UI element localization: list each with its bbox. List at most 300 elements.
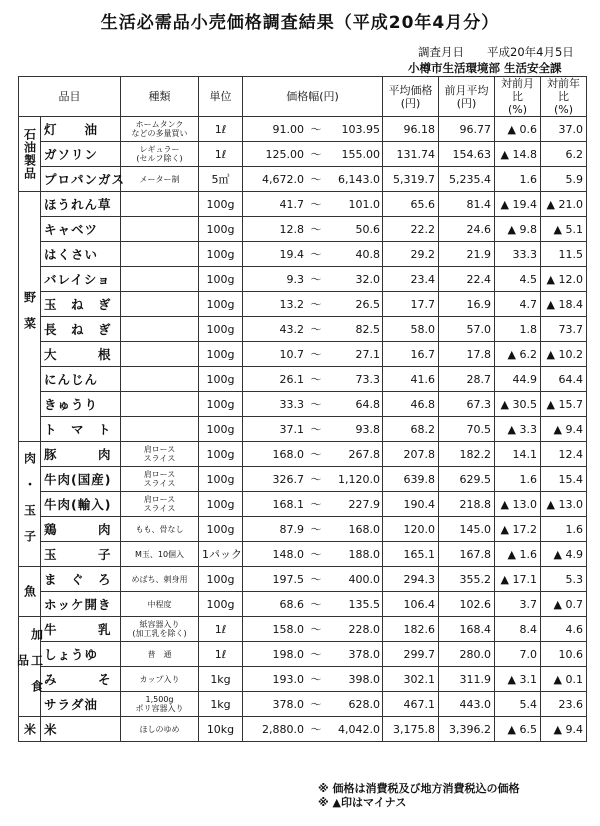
price-range xyxy=(243,417,383,442)
item-unit: 1ℓ xyxy=(199,617,243,642)
item-type xyxy=(121,342,199,367)
header-mom: 対前月比 (%) xyxy=(495,77,541,117)
mom-change: ▲ 17.2 xyxy=(495,517,541,542)
table-row xyxy=(19,192,587,217)
item-type xyxy=(121,292,199,317)
price-low: 193.0 xyxy=(272,673,304,686)
price-high: 103.95 xyxy=(341,123,380,136)
table-row xyxy=(19,242,587,267)
note-tax: ※ 価格は消費税及び地方消費税込の価格 xyxy=(318,782,520,795)
prev-avg-price: 3,396.2 xyxy=(439,717,495,742)
item-unit: 5㎥ xyxy=(199,167,243,192)
header-item: 品目 xyxy=(19,77,121,117)
prev-avg-price: 24.6 xyxy=(439,217,495,242)
item-name: にんじん xyxy=(41,367,121,392)
price-high: 267.8 xyxy=(348,448,380,461)
price-low: 4,672.0 xyxy=(262,173,304,186)
range-separator: ～ xyxy=(310,698,322,711)
range-separator: ～ xyxy=(310,598,322,611)
item-unit: 100g xyxy=(199,317,243,342)
range-separator: ～ xyxy=(310,348,322,361)
yoy-change: 1.6 xyxy=(541,517,587,542)
table-row xyxy=(19,517,587,542)
item-name: ト マ ト xyxy=(41,417,121,442)
table-row xyxy=(19,142,587,167)
price-range xyxy=(243,442,383,467)
price-high: 73.3 xyxy=(355,373,380,386)
range-separator: ～ xyxy=(310,623,322,636)
price-high: 227.9 xyxy=(348,498,380,511)
price-high: 135.5 xyxy=(348,598,380,611)
price-low: 378.0 xyxy=(272,698,304,711)
table-row xyxy=(19,667,587,692)
prev-avg-price: 17.8 xyxy=(439,342,495,367)
price-high: 50.6 xyxy=(355,223,380,236)
range-separator: ～ xyxy=(310,248,322,261)
item-name: 玉 ね ぎ xyxy=(41,292,121,317)
price-high: 93.8 xyxy=(355,423,380,436)
price-range xyxy=(243,667,383,692)
price-high: 228.0 xyxy=(348,623,380,636)
prev-avg-price: 218.8 xyxy=(439,492,495,517)
item-unit: 100g xyxy=(199,242,243,267)
price-high: 155.00 xyxy=(341,148,380,161)
price-high: 168.0 xyxy=(348,523,380,536)
price-low: 19.4 xyxy=(279,248,304,261)
price-high: 628.0 xyxy=(348,698,380,711)
yoy-change: 12.4 xyxy=(541,442,587,467)
note-minus: ※ ▲印はマイナス xyxy=(318,796,407,809)
avg-price: 5,319.7 xyxy=(383,167,439,192)
mom-change: ▲ 14.8 xyxy=(495,142,541,167)
item-type: 普 通 xyxy=(121,642,199,667)
prev-avg-price: 70.5 xyxy=(439,417,495,442)
prev-avg-price: 16.9 xyxy=(439,292,495,317)
price-range xyxy=(243,142,383,167)
price-high: 64.8 xyxy=(355,398,380,411)
price-high: 32.0 xyxy=(355,273,380,286)
price-range xyxy=(243,117,383,142)
range-separator: ～ xyxy=(310,473,322,486)
price-low: 12.8 xyxy=(279,223,304,236)
price-range xyxy=(243,642,383,667)
price-high: 1,120.0 xyxy=(338,473,380,486)
item-unit: 100g xyxy=(199,417,243,442)
mom-change: 44.9 xyxy=(495,367,541,392)
item-name: 玉 子 xyxy=(41,542,121,567)
range-separator: ～ xyxy=(310,123,322,136)
item-type: もも、骨なし xyxy=(121,517,199,542)
table-row xyxy=(19,217,587,242)
price-low: 125.00 xyxy=(265,148,304,161)
item-type: ホームタンク などの多量買い xyxy=(121,117,199,142)
mom-change: 8.4 xyxy=(495,617,541,642)
table-row xyxy=(19,717,587,742)
table-row xyxy=(19,292,587,317)
yoy-change: 10.6 xyxy=(541,642,587,667)
department: 小樽市生活環境部 生活安全課 xyxy=(408,61,562,75)
item-type: ほしのゆめ xyxy=(121,717,199,742)
price-low: 26.1 xyxy=(279,373,304,386)
item-name: はくさい xyxy=(41,242,121,267)
category-label: 肉・玉子 xyxy=(19,442,41,567)
price-range xyxy=(243,492,383,517)
item-type: 1,500g ポリ容器入り xyxy=(121,692,199,717)
price-high: 26.5 xyxy=(355,298,380,311)
prev-avg-price: 21.9 xyxy=(439,242,495,267)
price-range xyxy=(243,517,383,542)
avg-price: 182.6 xyxy=(383,617,439,642)
range-separator: ～ xyxy=(310,173,322,186)
item-unit: 100g xyxy=(199,292,243,317)
item-type xyxy=(121,417,199,442)
category-label: 米 xyxy=(19,717,41,742)
avg-price: 299.7 xyxy=(383,642,439,667)
range-separator: ～ xyxy=(310,648,322,661)
avg-price: 16.7 xyxy=(383,342,439,367)
table-row xyxy=(19,367,587,392)
mom-change: 3.7 xyxy=(495,592,541,617)
table-row xyxy=(19,342,587,367)
category-label: 野菜 xyxy=(19,192,41,442)
item-name: ホッケ開き xyxy=(41,592,121,617)
item-type xyxy=(121,217,199,242)
item-type xyxy=(121,242,199,267)
table-row xyxy=(19,617,587,642)
item-unit: 100g xyxy=(199,567,243,592)
item-type xyxy=(121,317,199,342)
mom-change: 33.3 xyxy=(495,242,541,267)
page-title: 生活必需品小売価格調査結果（平成20年4月分） xyxy=(100,13,500,33)
item-unit: 100g xyxy=(199,592,243,617)
price-low: 2,880.0 xyxy=(262,723,304,736)
range-separator: ～ xyxy=(310,498,322,511)
yoy-change: ▲ 0.7 xyxy=(541,592,587,617)
mom-change: ▲ 6.5 xyxy=(495,717,541,742)
price-range xyxy=(243,267,383,292)
avg-price: 65.6 xyxy=(383,192,439,217)
table-row xyxy=(19,492,587,517)
price-high: 378.0 xyxy=(348,648,380,661)
mom-change: 1.8 xyxy=(495,317,541,342)
table-row xyxy=(19,592,587,617)
item-type: M玉、10個入 xyxy=(121,542,199,567)
range-separator: ～ xyxy=(310,548,322,561)
item-unit: 1パック xyxy=(199,542,243,567)
price-low: 87.9 xyxy=(279,523,304,536)
price-low: 91.00 xyxy=(272,123,304,136)
range-separator: ～ xyxy=(310,423,322,436)
item-name: プロパンガス xyxy=(41,167,121,192)
prev-avg-price: 102.6 xyxy=(439,592,495,617)
price-low: 197.5 xyxy=(272,573,304,586)
price-range xyxy=(243,242,383,267)
price-high: 101.0 xyxy=(348,198,380,211)
price-high: 400.0 xyxy=(348,573,380,586)
item-unit: 100g xyxy=(199,342,243,367)
prev-avg-price: 443.0 xyxy=(439,692,495,717)
item-unit: 1ℓ xyxy=(199,642,243,667)
range-separator: ～ xyxy=(310,148,322,161)
table-row xyxy=(19,542,587,567)
yoy-change: ▲ 15.7 xyxy=(541,392,587,417)
avg-price: 29.2 xyxy=(383,242,439,267)
price-high: 27.1 xyxy=(355,348,380,361)
avg-price: 22.2 xyxy=(383,217,439,242)
avg-price: 294.3 xyxy=(383,567,439,592)
price-table xyxy=(15,76,587,742)
mom-change: ▲ 0.6 xyxy=(495,117,541,142)
item-name: キャベツ xyxy=(41,217,121,242)
price-range xyxy=(243,717,383,742)
item-unit: 100g xyxy=(199,367,243,392)
prev-avg-price: 629.5 xyxy=(439,467,495,492)
prev-avg-price: 22.4 xyxy=(439,267,495,292)
price-low: 168.0 xyxy=(272,448,304,461)
range-separator: ～ xyxy=(310,448,322,461)
item-unit: 100g xyxy=(199,217,243,242)
yoy-change: 23.6 xyxy=(541,692,587,717)
yoy-change: ▲ 4.9 xyxy=(541,542,587,567)
header-prev-avg: 前月平均 (円) xyxy=(439,77,495,117)
mom-change: 4.5 xyxy=(495,267,541,292)
yoy-change: 15.4 xyxy=(541,467,587,492)
prev-avg-price: 311.9 xyxy=(439,667,495,692)
avg-price: 639.8 xyxy=(383,467,439,492)
item-unit: 100g xyxy=(199,467,243,492)
price-range xyxy=(243,217,383,242)
item-unit: 10kg xyxy=(199,717,243,742)
avg-price: 207.8 xyxy=(383,442,439,467)
price-high: 4,042.0 xyxy=(338,723,380,736)
table-row xyxy=(19,417,587,442)
price-range xyxy=(243,192,383,217)
avg-price: 131.74 xyxy=(383,142,439,167)
prev-avg-price: 67.3 xyxy=(439,392,495,417)
range-separator: ～ xyxy=(310,298,322,311)
item-name: 豚 肉 xyxy=(41,442,121,467)
item-name: 鶏 肉 xyxy=(41,517,121,542)
item-unit: 1ℓ xyxy=(199,117,243,142)
mom-change: ▲ 17.1 xyxy=(495,567,541,592)
yoy-change: 64.4 xyxy=(541,367,587,392)
price-high: 6,143.0 xyxy=(338,173,380,186)
price-range xyxy=(243,167,383,192)
prev-avg-price: 5,235.4 xyxy=(439,167,495,192)
price-low: 9.3 xyxy=(286,273,304,286)
avg-price: 190.4 xyxy=(383,492,439,517)
range-separator: ～ xyxy=(310,523,322,536)
item-name: 灯 油 xyxy=(41,117,121,142)
price-low: 168.1 xyxy=(272,498,304,511)
prev-avg-price: 57.0 xyxy=(439,317,495,342)
category-label: 魚 xyxy=(19,567,41,617)
item-type: メーター制 xyxy=(121,167,199,192)
header-yoy: 対前年比 (%) xyxy=(541,77,587,117)
avg-price: 467.1 xyxy=(383,692,439,717)
item-unit: 100g xyxy=(199,442,243,467)
price-range xyxy=(243,567,383,592)
item-name: 牛肉(輸入) xyxy=(41,492,121,517)
table-row xyxy=(19,567,587,592)
avg-price: 46.8 xyxy=(383,392,439,417)
range-separator: ～ xyxy=(310,273,322,286)
table-row xyxy=(19,467,587,492)
header-avg: 平均価格 (円) xyxy=(383,77,439,117)
mom-change: 5.4 xyxy=(495,692,541,717)
item-type: 中程度 xyxy=(121,592,199,617)
mom-change: 1.6 xyxy=(495,467,541,492)
yoy-change: 37.0 xyxy=(541,117,587,142)
item-type: 肩ロース スライス xyxy=(121,467,199,492)
yoy-change: 11.5 xyxy=(541,242,587,267)
yoy-change: ▲ 9.4 xyxy=(541,417,587,442)
range-separator: ～ xyxy=(310,723,322,736)
item-type xyxy=(121,367,199,392)
avg-price: 106.4 xyxy=(383,592,439,617)
table-row xyxy=(19,267,587,292)
price-low: 13.2 xyxy=(279,298,304,311)
avg-price: 58.0 xyxy=(383,317,439,342)
price-low: 43.2 xyxy=(279,323,304,336)
avg-price: 302.1 xyxy=(383,667,439,692)
item-type: 紙容器入り (加工乳を除く) xyxy=(121,617,199,642)
yoy-change: 5.3 xyxy=(541,567,587,592)
item-unit: 100g xyxy=(199,392,243,417)
price-range xyxy=(243,367,383,392)
item-type xyxy=(121,267,199,292)
price-range xyxy=(243,542,383,567)
prev-avg-price: 154.63 xyxy=(439,142,495,167)
item-type: カップ入り xyxy=(121,667,199,692)
item-type xyxy=(121,192,199,217)
price-range xyxy=(243,292,383,317)
price-low: 158.0 xyxy=(272,623,304,636)
table-body xyxy=(15,117,587,742)
table-row xyxy=(19,167,587,192)
avg-price: 120.0 xyxy=(383,517,439,542)
item-unit: 100g xyxy=(199,517,243,542)
price-low: 37.1 xyxy=(279,423,304,436)
range-separator: ～ xyxy=(310,323,322,336)
item-unit: 100g xyxy=(199,192,243,217)
yoy-change: 6.2 xyxy=(541,142,587,167)
yoy-change: ▲ 5.1 xyxy=(541,217,587,242)
price-low: 10.7 xyxy=(279,348,304,361)
item-name: 大 根 xyxy=(41,342,121,367)
category-label: 加工食品 xyxy=(19,617,41,717)
item-name: 牛 乳 xyxy=(41,617,121,642)
table-row xyxy=(19,317,587,342)
item-name: きゅうり xyxy=(41,392,121,417)
avg-price: 68.2 xyxy=(383,417,439,442)
price-range xyxy=(243,617,383,642)
prev-avg-price: 96.77 xyxy=(439,117,495,142)
mom-change: ▲ 9.8 xyxy=(495,217,541,242)
avg-price: 17.7 xyxy=(383,292,439,317)
notes xyxy=(318,782,520,810)
yoy-change: ▲ 0.1 xyxy=(541,667,587,692)
category-label: 石油製品 xyxy=(19,117,41,192)
item-name: 牛肉(国産) xyxy=(41,467,121,492)
item-unit: 1kg xyxy=(199,692,243,717)
item-name: ほうれん草 xyxy=(41,192,121,217)
range-separator: ～ xyxy=(310,373,322,386)
item-type: めばち、刺身用 xyxy=(121,567,199,592)
price-range xyxy=(243,392,383,417)
table-row xyxy=(19,642,587,667)
item-name: サラダ油 xyxy=(41,692,121,717)
price-low: 326.7 xyxy=(272,473,304,486)
item-name: バレイショ xyxy=(41,267,121,292)
avg-price: 96.18 xyxy=(383,117,439,142)
yoy-change: ▲ 18.4 xyxy=(541,292,587,317)
price-low: 33.3 xyxy=(279,398,304,411)
mom-change: ▲ 13.0 xyxy=(495,492,541,517)
mom-change: ▲ 3.3 xyxy=(495,417,541,442)
range-separator: ～ xyxy=(310,673,322,686)
item-name: ガソリン xyxy=(41,142,121,167)
item-type: 肩ロース スライス xyxy=(121,442,199,467)
range-separator: ～ xyxy=(310,198,322,211)
mom-change: ▲ 6.2 xyxy=(495,342,541,367)
prev-avg-price: 28.7 xyxy=(439,367,495,392)
mom-change: 7.0 xyxy=(495,642,541,667)
item-name: ま ぐ ろ xyxy=(41,567,121,592)
price-low: 198.0 xyxy=(272,648,304,661)
yoy-change: 4.6 xyxy=(541,617,587,642)
mom-change: ▲ 30.5 xyxy=(495,392,541,417)
prev-avg-price: 168.4 xyxy=(439,617,495,642)
table-row xyxy=(19,692,587,717)
mom-change: 4.7 xyxy=(495,292,541,317)
item-name: 米 xyxy=(41,717,121,742)
price-high: 40.8 xyxy=(355,248,380,261)
price-range xyxy=(243,467,383,492)
price-low: 148.0 xyxy=(272,548,304,561)
yoy-change: ▲ 10.2 xyxy=(541,342,587,367)
yoy-change: ▲ 9.4 xyxy=(541,717,587,742)
avg-price: 41.6 xyxy=(383,367,439,392)
avg-price: 3,175.8 xyxy=(383,717,439,742)
prev-avg-price: 280.0 xyxy=(439,642,495,667)
header-row xyxy=(19,77,587,117)
item-unit: 100g xyxy=(199,492,243,517)
avg-price: 23.4 xyxy=(383,267,439,292)
item-unit: 1kg xyxy=(199,667,243,692)
mom-change: 14.1 xyxy=(495,442,541,467)
item-name: しょうゆ xyxy=(41,642,121,667)
range-separator: ～ xyxy=(310,223,322,236)
table-row xyxy=(19,442,587,467)
item-type xyxy=(121,392,199,417)
price-range xyxy=(243,692,383,717)
price-range xyxy=(243,592,383,617)
prev-avg-price: 81.4 xyxy=(439,192,495,217)
yoy-change: 5.9 xyxy=(541,167,587,192)
price-high: 188.0 xyxy=(348,548,380,561)
range-separator: ～ xyxy=(310,573,322,586)
mom-change: ▲ 1.6 xyxy=(495,542,541,567)
range-separator: ～ xyxy=(310,398,322,411)
table-row xyxy=(19,392,587,417)
yoy-change: ▲ 12.0 xyxy=(541,267,587,292)
prev-avg-price: 182.2 xyxy=(439,442,495,467)
item-name: 長 ね ぎ xyxy=(41,317,121,342)
header-unit: 単位 xyxy=(199,77,243,117)
mom-change: ▲ 19.4 xyxy=(495,192,541,217)
price-range xyxy=(243,342,383,367)
